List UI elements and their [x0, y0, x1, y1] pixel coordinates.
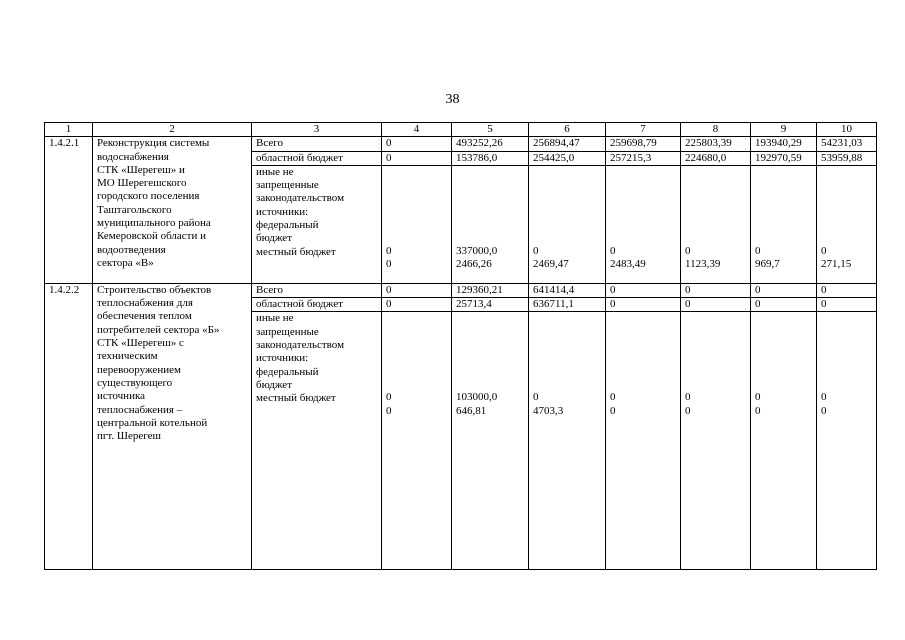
source-label: областной бюджет	[252, 298, 382, 312]
value-cell: 0	[681, 298, 751, 312]
value-cell: 0 2469,47	[529, 165, 606, 283]
column-header: 3	[252, 123, 382, 137]
row-name: Реконструкция системы водоснабжения СТК «Шерегеш» и МО Шерегешского городского поселения Таштагольского муниципального района Кемеровской области и водоотведения сектора «В»	[93, 137, 252, 284]
value-cell: 0 0	[751, 312, 817, 570]
value-cell: 153786,0	[452, 151, 529, 165]
value-cell: 0	[606, 283, 681, 297]
value-cell: 0 2483,49	[606, 165, 681, 283]
column-header: 5	[452, 123, 529, 137]
source-label: иные не запрещенные законодательством источники: федеральный бюджет местный бюджет	[252, 165, 382, 283]
value-cell: 54231,03	[817, 137, 877, 151]
value-cell: 0 271,15	[817, 165, 877, 283]
row-code: 1.4.2.2	[45, 283, 93, 569]
column-header: 6	[529, 123, 606, 137]
row-code: 1.4.2.1	[45, 137, 93, 284]
value-cell: 0	[681, 283, 751, 297]
value-cell: 257215,3	[606, 151, 681, 165]
column-header: 1	[45, 123, 93, 137]
value-cell: 103000,0 646,81	[452, 312, 529, 570]
value-cell: 0	[606, 298, 681, 312]
source-label: иные не запрещенные законодательством источники: федеральный бюджет местный бюджет	[252, 312, 382, 570]
value-cell: 493252,26	[452, 137, 529, 151]
value-cell: 0 0	[382, 312, 452, 570]
budget-table	[44, 122, 877, 570]
value-cell: 0	[382, 283, 452, 297]
value-cell: 0 4703,3	[529, 312, 606, 570]
value-cell: 0 1123,39	[681, 165, 751, 283]
value-cell: 0	[817, 283, 877, 297]
value-cell: 337000,0 2466,26	[452, 165, 529, 283]
value-cell: 0	[817, 298, 877, 312]
table-header-row	[45, 123, 877, 137]
value-cell: 0 0	[606, 312, 681, 570]
value-cell: 193940,29	[751, 137, 817, 151]
column-header: 4	[382, 123, 452, 137]
value-cell: 0 0	[681, 312, 751, 570]
value-cell: 0 0	[817, 312, 877, 570]
table-row	[45, 137, 877, 151]
value-cell: 0	[382, 298, 452, 312]
value-cell: 259698,79	[606, 137, 681, 151]
value-cell: 641414,4	[529, 283, 606, 297]
column-header: 2	[93, 123, 252, 137]
value-cell: 0 0	[382, 165, 452, 283]
value-cell: 224680,0	[681, 151, 751, 165]
column-header: 9	[751, 123, 817, 137]
value-cell: 225803,39	[681, 137, 751, 151]
value-cell: 0 969,7	[751, 165, 817, 283]
page-number: 38	[445, 92, 460, 107]
value-cell: 25713,4	[452, 298, 529, 312]
source-label: Всего	[252, 137, 382, 151]
row-name: Строительство объектов теплоснабжения для обеспечения теплом потребителей сектора «Б» СТК «Шерегеш» с техническим перевооружением существующего источника теплоснабжения – центральной котельной пгт. Шерегеш	[93, 283, 252, 569]
value-cell: 192970,59	[751, 151, 817, 165]
source-label: Всего	[252, 283, 382, 297]
value-cell: 0	[382, 137, 452, 151]
value-cell: 0	[751, 283, 817, 297]
value-cell: 0	[382, 151, 452, 165]
column-header: 7	[606, 123, 681, 137]
value-cell: 254425,0	[529, 151, 606, 165]
column-header: 10	[817, 123, 877, 137]
value-cell: 256894,47	[529, 137, 606, 151]
column-header: 8	[681, 123, 751, 137]
value-cell: 0	[751, 298, 817, 312]
value-cell: 129360,21	[452, 283, 529, 297]
source-label: областной бюджет	[252, 151, 382, 165]
table-row	[45, 283, 877, 297]
value-cell: 53959,88	[817, 151, 877, 165]
value-cell: 636711,1	[529, 298, 606, 312]
